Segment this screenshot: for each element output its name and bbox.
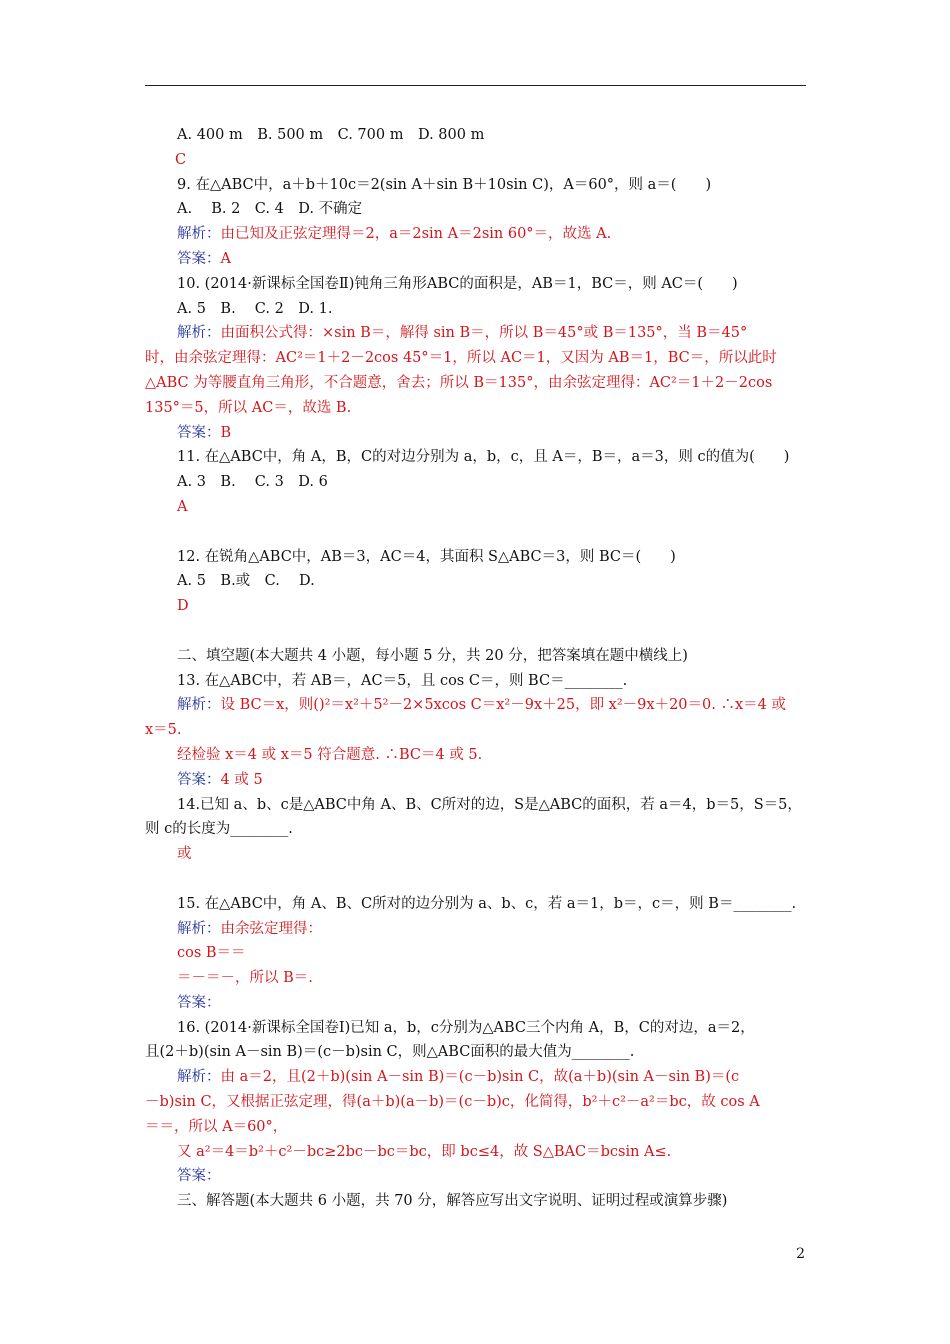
q10-analysis-4: 135°＝5，所以 AC＝，故选 B. [145, 399, 352, 416]
q8-answer: C [175, 151, 187, 168]
q10-analysis-1 [145, 321, 807, 346]
analysis-text: 由 a＝2，且(2＋b)(sin A－sin B)＝(c－b)sin C，故(a＋b)(sin A－sin B)＝(c [220, 1069, 740, 1086]
q14-answer: 或 [177, 846, 192, 863]
header-rule [145, 85, 806, 86]
q11-stem: 11. 在△ABC中，角 A，B，C的对边分别为 a，b，c，且 A＝，B＝，a＝3，则 c的值为( ) [177, 449, 790, 466]
analysis-text: 由面积公式得：×sin B＝，解得 sin B＝，所以 B＝45°或 B＝135°，当 B＝45° [220, 325, 748, 342]
q15-answer: 答案： [177, 994, 221, 1011]
q8-options: A. 400 m B. 500 m C. 700 m D. 800 m [177, 127, 485, 143]
q10-analysis-3: △ABC 为等腰直角三角形，不合题意，舍去；所以 B＝135°，由余弦定理得：AC²＝1＋2－2cos [145, 374, 773, 391]
q16-analysis-3: ＝＝，所以 A＝60°， [145, 1118, 288, 1135]
analysis-text: 由余弦定理得： [220, 920, 322, 937]
q10-options: A. 5 B. C. 2 D. 1. [177, 300, 333, 317]
analysis-label: 解析： [177, 920, 221, 937]
analysis-label: 解析： [177, 226, 221, 243]
q15-analysis-2: cos B＝＝ [177, 945, 246, 962]
q13-analysis-2: x＝5. [145, 722, 182, 739]
q13-stem: 13. 在△ABC中，若 AB＝，AC＝5，且 cos C＝，则 BC＝________. [177, 672, 628, 689]
spacer [145, 520, 807, 545]
q9-stem: 9. 在△ABC中，a＋b＋10c＝2(sin A＋sin B＋10sin C)，A＝60°，则 a＝( ) [177, 176, 712, 193]
analysis-label: 解析： [177, 1069, 221, 1086]
q10-answer [145, 421, 807, 446]
answer-value: A [220, 250, 231, 267]
section-2-heading: 二、填空题(本大题共 4 小题，每小题 5 分，共 20 分，把答案填在题中横线上) [177, 647, 688, 664]
q14-stem-1: 14.已知 a、b、c是△ABC中角 A、B、C所对的边，S是△ABC的面积，若 a＝4，b＝5，S＝5， [177, 796, 802, 813]
q16-answer: 答案： [177, 1168, 221, 1185]
q16-stem-2: 且(2＋b)(sin A－sin B)＝(c－b)sin C，则△ABC面积的最大值为________. [145, 1044, 635, 1061]
q9-options: A. B. 2 C. 4 D. 不确定 [177, 201, 363, 218]
q13-analysis-3: 经检验 x＝4 或 x＝5 符合题意. ∴BC＝4 或 5. [177, 746, 483, 763]
q15-analysis-1 [145, 917, 807, 942]
q13-analysis-1 [145, 693, 807, 718]
q13-answer [145, 768, 807, 793]
section-3-heading: 三、解答题(本大题共 6 小题，共 70 分，解答应写出文字说明、证明过程或演算步骤) [177, 1193, 728, 1210]
q9-analysis [145, 222, 807, 247]
analysis-text: 设 BC＝x，则()²＝x²＋5²－2×5xcos C＝x²－9x＋25，即 x²－9x＋20＝0. ∴x＝4 或 [220, 697, 786, 714]
q12-options: A. 5 B.或 C. D. [177, 573, 315, 590]
q9-answer [145, 247, 807, 272]
page-content [145, 123, 807, 1214]
q15-analysis-3: ＝－＝－，所以 B＝. [177, 970, 313, 987]
q11-answer: A [177, 498, 188, 515]
analysis-label: 解析： [177, 325, 221, 342]
q10-analysis-2: 时，由余弦定理得：AC²＝1＋2－2cos 45°＝1，所以 AC＝1，又因为 AB＝1，BC＝，所以此时 [145, 350, 777, 367]
answer-label: 答案： [177, 424, 221, 441]
q16-analysis-1 [145, 1065, 807, 1090]
q16-stem-1: 16. (2014·新课标全国卷Ⅰ)已知 a，b，c分别为△ABC三个内角 A，B，C的对边，a＝2， [177, 1019, 755, 1036]
q12-answer: D [177, 598, 189, 615]
answer-value: B [220, 424, 232, 441]
answer-value: 4 或 5 [220, 771, 263, 788]
page-number: 2 [796, 1246, 805, 1262]
q16-analysis-2: －b)sin C，又根据正弦定理，得(a＋b)(a－b)＝(c－b)c，化简得，b²＋c²－a²＝bc，故 cos A [145, 1094, 760, 1111]
q16-analysis-4: 又 a²＝4＝b²＋c²－bc≥2bc－bc＝bc，即 bc≤4，故 S△BAC＝bcsin A≤. [177, 1143, 672, 1160]
answer-label: 答案： [177, 250, 221, 267]
q15-stem: 15. 在△ABC中，角 A、B、C所对的边分别为 a、b、c，若 a＝1，b＝，c＝，则 B＝________. [177, 895, 797, 912]
spacer [145, 619, 807, 644]
q11-options: A. 3 B. C. 3 D. 6 [177, 474, 328, 491]
analysis-text: 由已知及正弦定理得＝2，a＝2sin A＝2sin 60°＝，故选 A. [220, 226, 612, 243]
answer-label: 答案： [177, 771, 221, 788]
analysis-label: 解析： [177, 697, 221, 714]
q10-stem: 10. (2014·新课标全国卷Ⅱ)钝角三角形ABC的面积是，AB＝1，BC＝，则 AC＝( ) [177, 275, 738, 292]
q12-stem: 12. 在锐角△ABC中，AB＝3，AC＝4，其面积 S△ABC＝3，则 BC＝( ) [177, 548, 676, 565]
spacer [145, 867, 807, 892]
q14-stem-2: 则 c的长度为________. [145, 821, 293, 838]
